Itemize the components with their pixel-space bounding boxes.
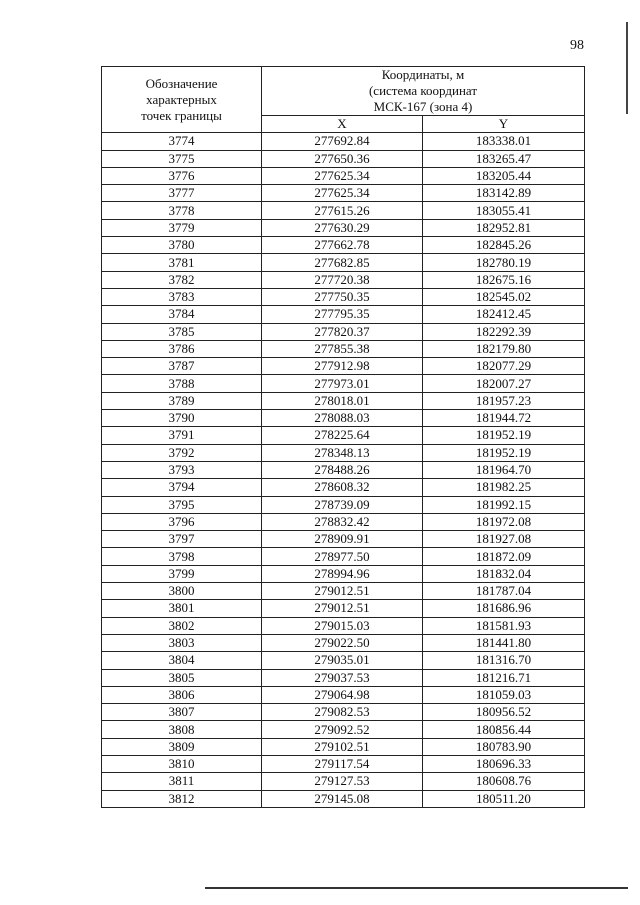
table-row (102, 773, 585, 790)
x-coordinate-cell: 279012.51 (262, 583, 423, 600)
y-coordinate-cell: 180511.20 (423, 790, 585, 807)
point-designation-header: Обозначение характерных точек границы (102, 67, 262, 133)
point-id-cell: 3803 (102, 634, 262, 651)
y-coordinate-cell: 181832.04 (423, 565, 585, 582)
point-id-cell: 3802 (102, 617, 262, 634)
x-coordinate-cell: 279117.54 (262, 755, 423, 772)
point-id-cell: 3780 (102, 237, 262, 254)
x-coordinate-cell: 279145.08 (262, 790, 423, 807)
x-coordinate-cell: 277692.84 (262, 133, 423, 150)
y-coordinate-cell: 181944.72 (423, 410, 585, 427)
table-row (102, 513, 585, 530)
table-row (102, 323, 585, 340)
footer-line (205, 887, 628, 889)
point-id-cell: 3797 (102, 531, 262, 548)
coordinates-table (101, 66, 585, 808)
y-coordinate-cell: 182007.27 (423, 375, 585, 392)
page-number: 98 (570, 38, 584, 53)
y-coordinate-cell: 181992.15 (423, 496, 585, 513)
y-coordinate-cell: 182952.81 (423, 219, 585, 236)
y-coordinate-cell: 181216.71 (423, 669, 585, 686)
point-id-cell: 3783 (102, 288, 262, 305)
x-coordinate-cell: 277650.36 (262, 150, 423, 167)
point-id-cell: 3800 (102, 583, 262, 600)
x-coordinate-cell: 278739.09 (262, 496, 423, 513)
y-coordinate-cell: 182545.02 (423, 288, 585, 305)
table-row (102, 738, 585, 755)
x-coordinate-cell: 279082.53 (262, 704, 423, 721)
table-row (102, 600, 585, 617)
point-id-cell: 3793 (102, 461, 262, 478)
table-row (102, 444, 585, 461)
y-coordinate-cell: 183265.47 (423, 150, 585, 167)
table-row (102, 496, 585, 513)
point-id-cell: 3787 (102, 358, 262, 375)
y-coordinate-cell: 180856.44 (423, 721, 585, 738)
y-coordinate-cell: 182675.16 (423, 271, 585, 288)
y-coordinate-cell: 181872.09 (423, 548, 585, 565)
table-row (102, 271, 585, 288)
point-id-cell: 3781 (102, 254, 262, 271)
table-row (102, 617, 585, 634)
x-coordinate-cell: 279015.03 (262, 617, 423, 634)
x-coordinate-cell: 277912.98 (262, 358, 423, 375)
y-coordinate-cell: 183142.89 (423, 185, 585, 202)
x-coordinate-cell: 278088.03 (262, 410, 423, 427)
table-row (102, 531, 585, 548)
point-id-cell: 3778 (102, 202, 262, 219)
point-id-cell: 3806 (102, 686, 262, 703)
x-coordinate-cell: 277820.37 (262, 323, 423, 340)
table-row (102, 634, 585, 651)
y-coordinate-cell: 181441.80 (423, 634, 585, 651)
point-id-cell: 3788 (102, 375, 262, 392)
table-row (102, 755, 585, 772)
y-coordinate-cell: 183338.01 (423, 133, 585, 150)
x-coordinate-cell: 278832.42 (262, 513, 423, 530)
x-coordinate-cell: 277682.85 (262, 254, 423, 271)
table-row (102, 686, 585, 703)
y-coordinate-cell: 181927.08 (423, 531, 585, 548)
point-id-cell: 3779 (102, 219, 262, 236)
y-coordinate-cell: 182845.26 (423, 237, 585, 254)
point-id-cell: 3811 (102, 773, 262, 790)
x-coordinate-cell: 278225.64 (262, 427, 423, 444)
y-coordinate-cell: 182292.39 (423, 323, 585, 340)
y-coordinate-cell: 180956.52 (423, 704, 585, 721)
y-coordinate-cell: 182412.45 (423, 306, 585, 323)
table-row (102, 652, 585, 669)
x-coordinate-cell: 279102.51 (262, 738, 423, 755)
y-coordinate-cell: 182780.19 (423, 254, 585, 271)
table-row (102, 410, 585, 427)
table-row (102, 150, 585, 167)
table-row (102, 790, 585, 807)
point-id-cell: 3798 (102, 548, 262, 565)
x-coordinate-cell: 277720.38 (262, 271, 423, 288)
x-coordinate-cell: 279035.01 (262, 652, 423, 669)
x-coordinate-cell: 277625.34 (262, 185, 423, 202)
y-coordinate-cell: 181957.23 (423, 392, 585, 409)
point-id-cell: 3792 (102, 444, 262, 461)
table-row (102, 133, 585, 150)
point-id-cell: 3808 (102, 721, 262, 738)
x-coordinate-cell: 279012.51 (262, 600, 423, 617)
point-id-cell: 3775 (102, 150, 262, 167)
table-row (102, 565, 585, 582)
table-row (102, 219, 585, 236)
point-id-cell: 3810 (102, 755, 262, 772)
table-row (102, 704, 585, 721)
x-coordinate-cell: 278909.91 (262, 531, 423, 548)
x-coordinate-cell: 278977.50 (262, 548, 423, 565)
point-id-cell: 3801 (102, 600, 262, 617)
point-id-cell: 3774 (102, 133, 262, 150)
y-coordinate-cell: 180783.90 (423, 738, 585, 755)
table-row (102, 479, 585, 496)
y-coordinate-cell: 181964.70 (423, 461, 585, 478)
y-coordinate-cell: 181972.08 (423, 513, 585, 530)
x-coordinate-cell: 277795.35 (262, 306, 423, 323)
point-id-cell: 3789 (102, 392, 262, 409)
point-id-cell: 3786 (102, 340, 262, 357)
y-coordinate-cell: 180696.33 (423, 755, 585, 772)
x-coordinate-cell: 277855.38 (262, 340, 423, 357)
y-coordinate-cell: 181952.19 (423, 427, 585, 444)
table-row (102, 306, 585, 323)
point-id-cell: 3796 (102, 513, 262, 530)
x-coordinate-cell: 279064.98 (262, 686, 423, 703)
point-id-cell: 3782 (102, 271, 262, 288)
y-coordinate-cell: 181787.04 (423, 583, 585, 600)
scan-edge-line (626, 22, 628, 114)
y-coordinate-cell: 183205.44 (423, 167, 585, 184)
y-coordinate-cell: 181952.19 (423, 444, 585, 461)
x-column-header: X (262, 116, 423, 133)
table-row (102, 721, 585, 738)
table-row (102, 167, 585, 184)
table-row (102, 669, 585, 686)
x-coordinate-cell: 279022.50 (262, 634, 423, 651)
x-coordinate-cell: 278488.26 (262, 461, 423, 478)
point-id-cell: 3812 (102, 790, 262, 807)
x-coordinate-cell: 279127.53 (262, 773, 423, 790)
x-coordinate-cell: 278348.13 (262, 444, 423, 461)
y-coordinate-cell: 180608.76 (423, 773, 585, 790)
point-id-cell: 3799 (102, 565, 262, 582)
x-coordinate-cell: 277625.34 (262, 167, 423, 184)
point-id-cell: 3777 (102, 185, 262, 202)
x-coordinate-cell: 277630.29 (262, 219, 423, 236)
x-coordinate-cell: 277973.01 (262, 375, 423, 392)
y-coordinate-cell: 181581.93 (423, 617, 585, 634)
y-coordinate-cell: 181686.96 (423, 600, 585, 617)
point-id-cell: 3805 (102, 669, 262, 686)
point-id-cell: 3809 (102, 738, 262, 755)
y-coordinate-cell: 181316.70 (423, 652, 585, 669)
table-row (102, 340, 585, 357)
x-coordinate-cell: 277662.78 (262, 237, 423, 254)
x-coordinate-cell: 279037.53 (262, 669, 423, 686)
point-id-cell: 3791 (102, 427, 262, 444)
point-id-cell: 3807 (102, 704, 262, 721)
point-id-cell: 3794 (102, 479, 262, 496)
table-row (102, 254, 585, 271)
table-row (102, 583, 585, 600)
table-row (102, 392, 585, 409)
table-row (102, 358, 585, 375)
table-row (102, 427, 585, 444)
table-row (102, 185, 585, 202)
table-header (102, 67, 585, 133)
coordinates-header: Координаты, м (система координат МСК-167 (зона 4) (262, 67, 585, 116)
point-id-cell: 3776 (102, 167, 262, 184)
x-coordinate-cell: 278018.01 (262, 392, 423, 409)
table-body (102, 133, 585, 808)
y-coordinate-cell: 183055.41 (423, 202, 585, 219)
point-id-cell: 3784 (102, 306, 262, 323)
table-row (102, 375, 585, 392)
point-id-cell: 3790 (102, 410, 262, 427)
x-coordinate-cell: 277615.26 (262, 202, 423, 219)
x-coordinate-cell: 277750.35 (262, 288, 423, 305)
y-coordinate-cell: 181982.25 (423, 479, 585, 496)
table-row (102, 461, 585, 478)
table-row (102, 288, 585, 305)
point-id-cell: 3795 (102, 496, 262, 513)
y-coordinate-cell: 181059.03 (423, 686, 585, 703)
table-row (102, 202, 585, 219)
table-row (102, 237, 585, 254)
point-id-cell: 3785 (102, 323, 262, 340)
table-row (102, 548, 585, 565)
y-coordinate-cell: 182179.80 (423, 340, 585, 357)
x-coordinate-cell: 278994.96 (262, 565, 423, 582)
x-coordinate-cell: 279092.52 (262, 721, 423, 738)
y-column-header: Y (423, 116, 585, 133)
y-coordinate-cell: 182077.29 (423, 358, 585, 375)
point-id-cell: 3804 (102, 652, 262, 669)
x-coordinate-cell: 278608.32 (262, 479, 423, 496)
